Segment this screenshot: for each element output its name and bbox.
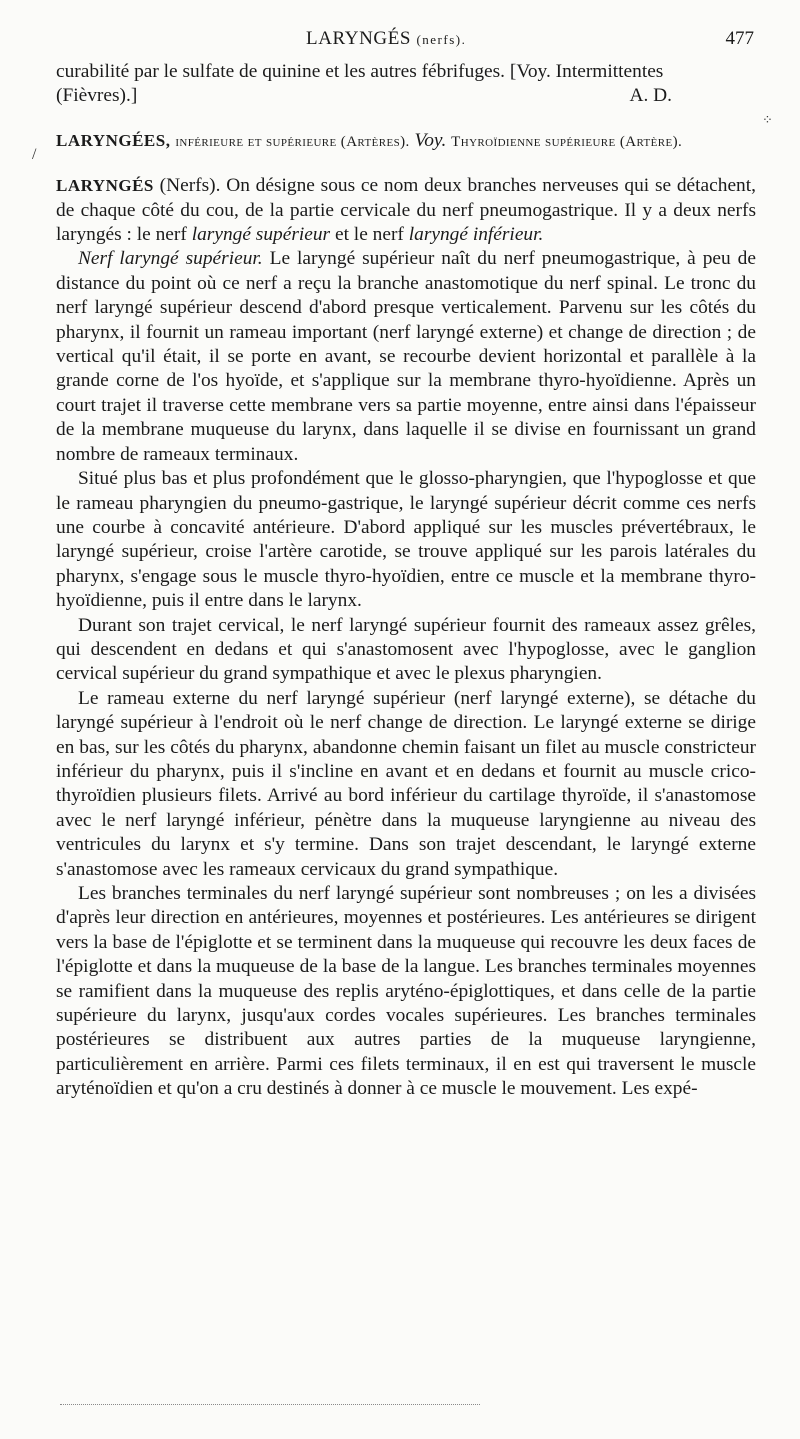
arteres-heading: LARYNGÉES, [56,130,171,150]
nerfs-intro: (Nerfs). On désigne sous ce nom deux branches nerveuses qui se détachent, de chaque côté du cou, de la partie cervicale du nerf pneumogastrique. Il y a deux nerfs laryngés : le nerf [56,175,756,246]
fievres-line-2-row [56,84,756,108]
page-header [56,28,756,60]
fievres-ending [56,60,756,109]
paragraph-1 [56,247,756,467]
spacer [56,154,756,174]
fievres-line-2: (Fièvres).] [56,85,138,107]
author-signature: A. D. [629,85,672,107]
nerfs-heading: LARYNGÉS [56,176,154,196]
nerfs-intro-paragraph [56,174,756,247]
nerfs-entry [56,174,756,1101]
margin-mark: / [32,146,37,163]
margin-mark: ⁘ [762,112,773,127]
arteres-entry [56,129,756,154]
arteres-voy: Voy. [414,129,447,151]
book-page [56,28,756,1102]
paragraph-3: Durant son trajet cervical, le nerf laryngé supérieur fournit des rameaux assez grêles, qui descendent en dedans et qui s'anastomosent avec l'hypoglosse, avec le ganglion cervical supérieur du grand sympathique et avec le plexus pharyngien. [56,614,756,685]
running-title-main: LARYNGÉS [306,28,412,49]
nerfs-term-superieur: laryngé supérieur [191,224,331,246]
footer-rule [60,1404,480,1405]
nerfs-term-inferieur: laryngé inférieur. [408,224,544,246]
running-title-paren: (nerfs). [416,32,467,47]
paragraph-1-lead: Nerf laryngé supérieur. [78,248,263,270]
paragraph-5: Les branches terminales du nerf laryngé supérieur sont nombreuses ; on les a divisées d'après leur direction en antérieures, moyennes et postérieures. Les antérieures se dirigent vers la base de l'épiglotte et se terminent dans la muqueuse qui recouvre les deux faces de l'épiglotte et dans la muqueuse de la base de la langue. Les branches terminales moyennes se ramifient dans la muqueuse des replis aryténo-épiglottiques, et dans celle de la partie supérieure du larynx, jusqu'aux cordes vocales supérieures. Les branches terminales postérieures se distribuent aux autres parties de la muqueuse laryngienne, particulièrement en arrière. Parmi ces filets terminaux, il en est qui traversent le muscle aryténoïdien et qu'on a cru destinés à donner à ce muscle le mouvement. Les expé- [56,883,756,1100]
page-number: 477 [725,28,754,49]
arteres-subheading: inférieure et supérieure (Artères). [175,133,410,150]
paragraph-4: Le rameau externe du nerf laryngé supérieur (nerf laryngé externe), se détache du laryngé supérieur à l'endroit où le nerf change de direction. Le laryngé externe se dirige en bas, sur les côtés du pharynx, abandonne chemin faisant un filet au muscle constricteur inférieur du pharynx, puis il s'incline en avant et en dedans et fournit au muscle crico-thyroïdien plusieurs filets. Arrivé au bord inférieur du cartilage thyroïde, il s'anastomose avec le nerf laryngé inférieur, pénètre dans la muqueuse laryngienne au niveau des ventricules du larynx et s'y termine. Dans son trajet descendant, le laryngé externe s'anastomose avec les rameaux cervicaux du grand sympathique. [56,687,756,880]
spacer [56,109,756,129]
paragraph-2: Situé plus bas et plus profondément que le glosso-pharyngien, que l'hypoglosse et que le rameau pharyngien du pneumo-gastrique, le laryngé supérieur décrit comme ces nerfs une courbe à concavité antérieure. D'abord appliqué sur les muscles prévertébraux, le laryngé supérieur, croise l'artère carotide, se trouve appliqué sur les parois latérales du pharynx, s'engage sous le muscle thyro-hyoïdien, entre ce muscle et la membrane thyro-hyoïdienne, puis il entre dans le larynx. [56,468,756,612]
paragraph-1-text: Le laryngé supérieur naît du nerf pneumogastrique, à peu de distance du point où ce nerf a reçu la branche anastomotique du nerf spinal. Le tronc du nerf laryngé supérieur descend d'abord presque verticalement. Parvenu sur les côtés du pharynx, il fournit un rameau important (nerf laryngé externe) et change de direction ; de vertical qu'il était, il se porte en avant, se recourbe devient horizontal et parallèle à la grande corne de l'os hyoïde, et s'applique sur la membrane thyro-hyoïdienne. Après un court trajet il traverse cette membrane vers sa partie moyenne, entre ainsi dans l'épaisseur de la membrane muqueuse du larynx, dans laquelle il se divise en fournissant un grand nombre de rameaux terminaux. [56,248,756,465]
nerfs-and: et le nerf [334,224,404,246]
arteres-reference: Thyroïdienne supérieure (Artère). [451,133,683,150]
fievres-line-1: curabilité par le sulfate de quinine et les autres fébrifuges. [Voy. Intermittentes [56,61,664,82]
running-title [306,28,466,50]
